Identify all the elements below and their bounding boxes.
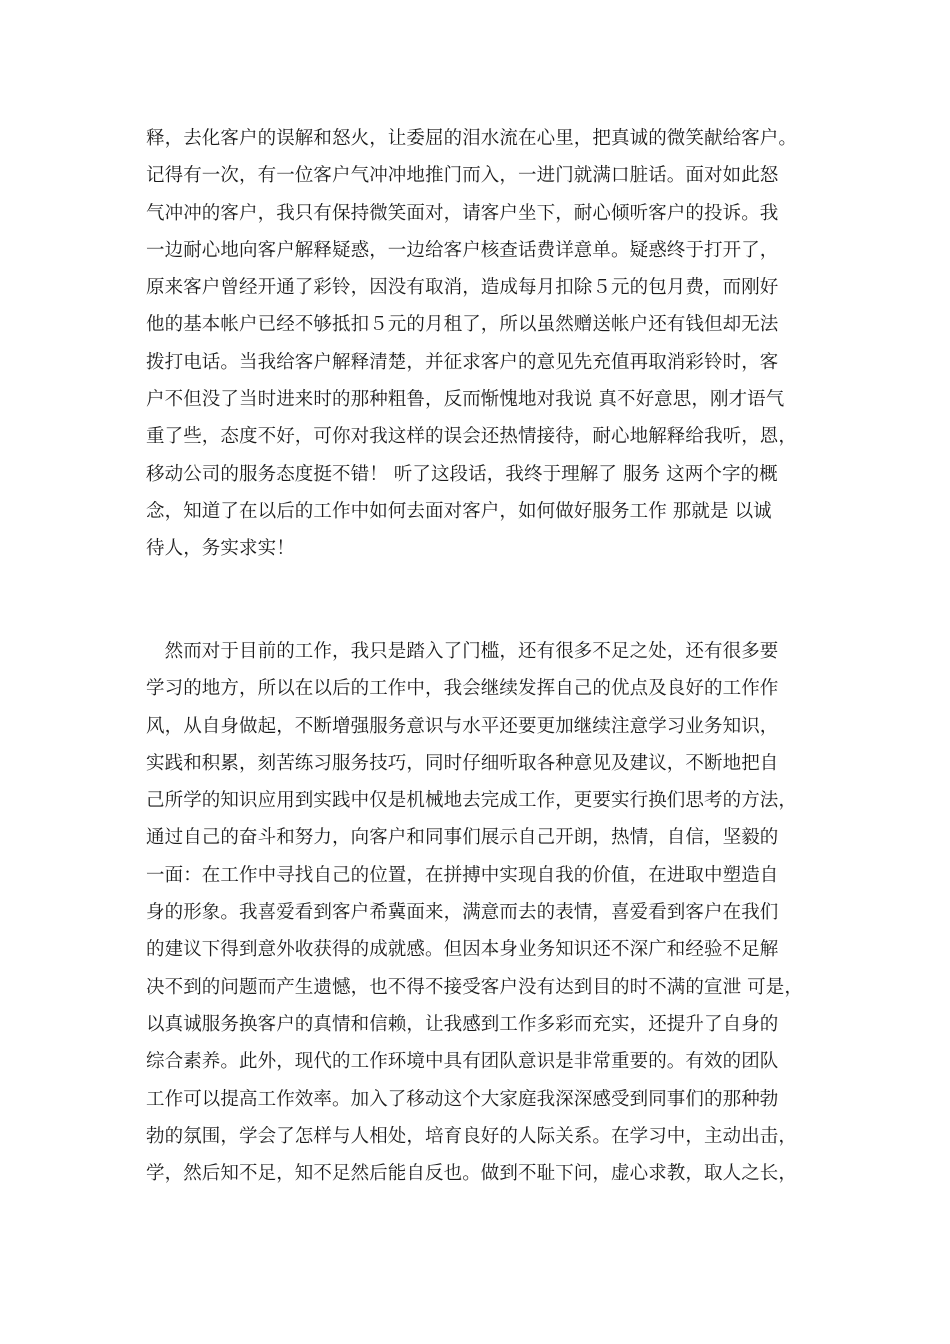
text-line: 念，知道了在以后的工作中如何去面对客户，如何做好服务工作 那就是 以诚	[146, 500, 772, 522]
text-line: 他的基本帐户已经不够抵扣５元的月租了，所以虽然赠送帐户还有钱但却无法	[146, 314, 779, 336]
text-line: 记得有一次，有一位客户气冲冲地推门而入，一进门就满口脏话。面对如此怒	[146, 165, 779, 187]
text-line: 原来客户曾经开通了彩铃，因没有取消，造成每月扣除５元的包月费，而刚好	[146, 277, 779, 299]
text-line: 一边耐心地向客户解释疑惑，一边给客户核查话费详意单。疑惑终于打开了，	[146, 239, 779, 261]
text-line: 己所学的知识应用到实践中仅是机械地去完成工作，更要实行换们思考的方法，	[146, 790, 798, 812]
text-line: 一面：在工作中寻找自己的位置，在拼搏中实现自我的价值，在进取中塑造自	[146, 864, 779, 886]
text-line: 然而对于目前的工作，我只是踏入了门槛，还有很多不足之处，还有很多要	[146, 641, 779, 662]
text-line: 移动公司的服务态度挺不错！ 听了这段话，我终于理解了 服务 这两个字的概	[146, 463, 778, 485]
text-line: 风，从自身做起，不断增强服务意识与水平还要更加继续注意学习业务知识，	[146, 715, 779, 737]
text-line: 学，然后知不足，知不足然后能自反也。做到不耻下问，虚心求教，取人之长，	[146, 1163, 798, 1185]
text-line: 释，去化客户的误解和怒火，让委屈的泪水流在心里，把真诚的微笑献给客户。	[146, 128, 798, 149]
text-line: 工作可以提高工作效率。加入了移动这个大家庭我深深感受到同事们的那种勃	[146, 1088, 779, 1110]
text-line: 以真诚服务换客户的真情和信赖，让我感到工作多彩而充实，还提升了自身的	[146, 1013, 779, 1035]
text-line: 待人，务实求实！	[146, 538, 295, 560]
text-line: 气冲冲的客户，我只有保持微笑面对，请客户坐下，耐心倾听客户的投诉。我	[146, 202, 779, 224]
text-line: 实践和积累，刻苦练习服务技巧，同时仔细听取各种意见及建议，不断地把自	[146, 752, 779, 774]
text-line: 通过自己的奋斗和努力，向客户和同事们展示自己开朗，热情，自信，坚毅的	[146, 827, 779, 849]
paragraph-2	[146, 633, 826, 1192]
text-line: 决不到的问题而产生遗憾，也不得不接受客户没有达到目的时不满的宣泄 可是，	[146, 976, 803, 998]
text-line: 身的形象。我喜爱看到客户希冀面来，满意而去的表情，喜爱看到客户在我们	[146, 902, 779, 924]
text-line: 学习的地方，所以在以后的工作中，我会继续发挥自己的优点及良好的工作作	[146, 678, 779, 700]
paragraph-1	[146, 120, 826, 568]
text-line: 的建议下得到意外收获得的成就感。但因本身业务知识还不深广和经验不足解	[146, 939, 779, 961]
text-line: 重了些，态度不好，可你对我这样的误会还热情接待，耐心地解释给我听，恩，	[146, 426, 798, 448]
text-line: 户不但没了当时进来时的那种粗鲁，反而惭愧地对我说 真不好意思，刚才语气	[146, 389, 785, 411]
text-line: 勃的氛围，学会了怎样与人相处，培育良好的人际关系。在学习中，主动出击，	[146, 1125, 798, 1147]
text-line: 拨打电话。当我给客户解释清楚，并征求客户的意见先充值再取消彩铃时，客	[146, 351, 779, 373]
text-line: 综合素养。此外，现代的工作环境中具有团队意识是非常重要的。有效的团队	[146, 1051, 779, 1073]
